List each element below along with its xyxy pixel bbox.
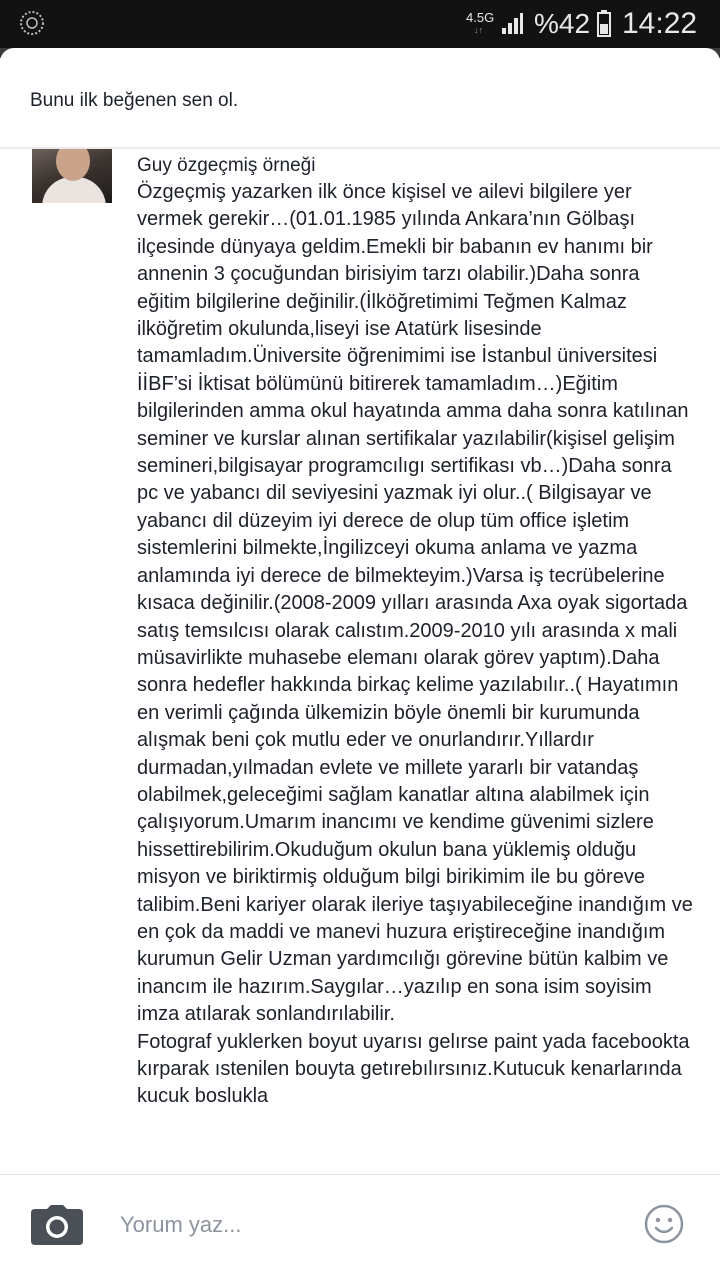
clock: 14:22 <box>622 7 698 40</box>
emoji-icon[interactable] <box>644 1204 684 1244</box>
camera-icon[interactable] <box>31 1205 83 1245</box>
network-type: 4.5G <box>466 10 495 25</box>
likes-summary[interactable]: Bunu ilk beğenen sen ol. <box>30 90 239 111</box>
comment-input[interactable] <box>120 1207 600 1243</box>
battery-percent: %42 <box>534 8 591 39</box>
comment-list[interactable] <box>0 149 720 1174</box>
circle-notification-icon <box>18 9 46 37</box>
status-bar <box>0 0 720 48</box>
comment-text: Özgeçmiş yazarken ilk önce kişisel ve ailevi bilgilere yer vermek gerekir…(01.01.1985 yılında Ankara’nın Gölbaşı ilçesinde dünyaya geldim.Emekli bir babanın ev hanımı bir annenin 3 çocuğundan birisiyim tarzı olabilir.)Daha sonra eğitim bilgilerine değinilir.(İlköğretimimi Teğmen Kalmaz ilköğretim okulunda,liseyi ise Atatürk lisesinde tamamladım.Üniversite öğrenimimi ise İstanbul üniversitesi İİBF’si İktisat bölümünü bitirerek tamamladım…)Eğitim bilgilerinden amma okul hayatında amma daha sonra katılınan seminer ve kurslar alınan sertifikalar yazılabilir(kişisel gelişim semineri,bilgisayar programcılıgı sertifikası vb…)Daha sonra pc ve yabancı dil seviyesini yazmak iyi olur..( Bilgisayar ve yabancı dil düzeyim iyi derece de olup tüm office işletim sistemlerini bilmekte,İngilizceyi okuma anlama ve yazma anlamında iyi derece de bilmekteyim.)Varsa iş tecrübelerine kısaca değinilir.(2008-2009 yılları arasında Axa oyak sigortada satış temsılcısı olarak calıstım.2009-2010 yılı arasında x mali müsavirlikte muhasebe elemanı olarak görev yaptım).Daha sonra hedefler hakkında birkaç kelime yazılabılır..( Hayatımın en verimli çağında ülkemizin böyle önemli bir kurumunda alışmak beni çok mutlu eder ve onurlandırır.Yıllardır durmadan,yılmadan evlete ve millete yararlı bir vatandaş olabilmek,geleceğimi sağlam kanatlar altına alabilmek için çalışıyorum.Umarım inancımı ve kendime güvenimi sizlere hissettirebilirim.Okuduğum okulun bana yüklemiş olduğu misyon ve biriktirmiş olduğum bilgi birikimim ile bu göreve talibim.Beni kariyer olarak ileriye taşıyabileceğine inandığım ve en çok da maddi ve manevi huzura eriştireceğine inandığım kurumun Gelir Uzman yardımcılığı görevine bütün kalbim ve inancım ile hazırım.Saygılar…yazılıp en sona isim soyisim imza atılarak sonlandırılabilir. Fotograf yuklerken boyut uyarısı gelırse paint yada facebookta kırparak ıstenilen bouyta getırebılırsınız.Kutucuk kenarlarında kucuk boslukla <box>137 181 693 1108</box>
avatar[interactable] <box>32 149 112 203</box>
comment-composer <box>0 1175 720 1280</box>
comment-author[interactable]: Guy özgeçmiş örneği <box>137 155 316 176</box>
likes-bar[interactable] <box>0 48 720 148</box>
data-arrows-icon: ↓↑ <box>474 25 483 35</box>
signal-icon <box>500 12 524 36</box>
battery-icon <box>597 10 611 37</box>
